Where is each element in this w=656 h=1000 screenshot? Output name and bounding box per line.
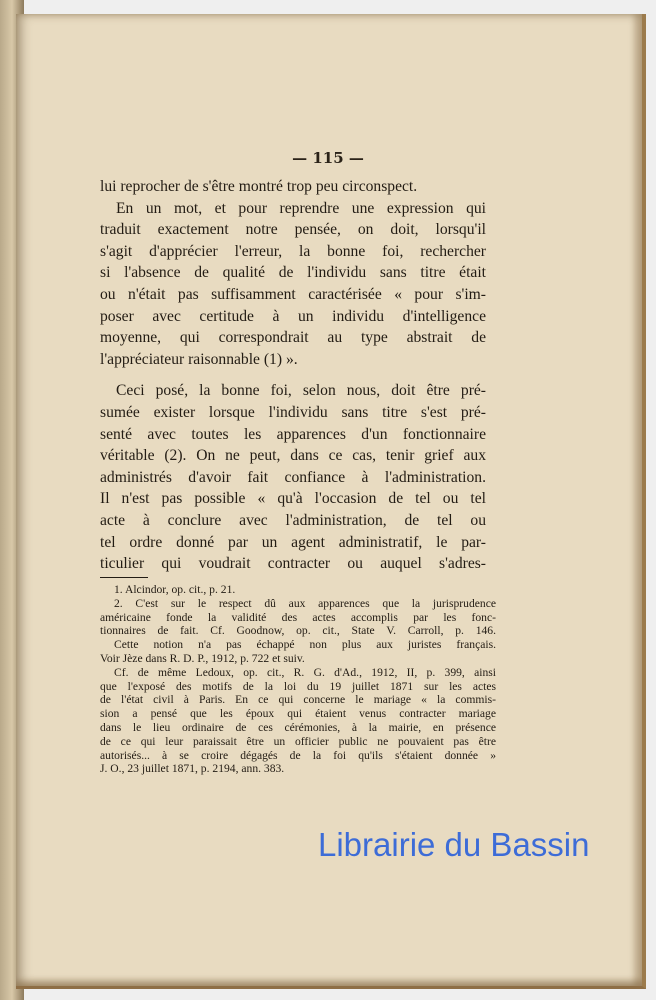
footnotes — [100, 583, 496, 776]
text-line: Ceci posé, la bonne foi, selon nous, doit être pré- — [116, 382, 486, 400]
text-line: Il n'est pas possible « qu'à l'occasion de tel ou tel — [100, 490, 486, 508]
footnote-line: dans le lieu ordinaire de ces cérémonies, à la mairie, en présence — [100, 720, 496, 734]
text-line: administrés d'avoir fait confiance à l'administration. — [100, 468, 486, 486]
footnote-line: américaine fonde la validité des actes accomplis par les fonc- — [100, 610, 496, 624]
text-line: lui reprocher de s'être montré trop peu circonspect. — [100, 178, 418, 195]
footnote-line: Cette notion n'a pas échappé non plus aux juristes français. — [114, 638, 496, 652]
footnote-line: de l'état civil à Paris. En ce qui concerne le mariage « la commis- — [100, 693, 496, 707]
page-number: — 115 — — [292, 149, 364, 167]
footnote-line: Cf. de même Ledoux, op. cit., R. G. d'Ad., 1912, II, p. 399, ainsi — [114, 665, 496, 679]
text-line: véritable (2). On ne peut, dans ce cas, tenir grief aux — [100, 447, 486, 465]
text-line: moyenne, qui correspondrait au type abstrait de — [100, 329, 486, 347]
footnote-line: 1. Alcindor, op. cit., p. 21. — [114, 583, 236, 596]
footnote-line: 2. C'est sur le respect dû aux apparences que la jurisprudence — [114, 596, 496, 610]
footnote-line: Voir Jèze dans R. D. P., 1912, p. 722 et suiv. — [100, 651, 305, 665]
text-line: acte à conclure avec l'administration, de tel ou — [100, 511, 486, 529]
text-line: tel ordre donné par un agent administratif, le par- — [100, 533, 486, 551]
text-line: l'appréciateur raisonnable (1) ». — [100, 350, 298, 368]
text-line: En un mot, et pour reprendre une expression qui — [116, 199, 486, 217]
watermark-text: Librairie du Bassin — [318, 826, 590, 863]
footnote-line: autorisés... à se croire dégagés de la foi qu'ils s'étaient donnée » — [100, 748, 496, 762]
footnote-line: que l'exposé des motifs de la loi du 19 juillet 1871 sur les actes — [100, 679, 496, 693]
footnote-line: J. O., 23 juillet 1871, p. 2194, ann. 383. — [100, 762, 285, 776]
footnote-line: sion a pensé que les époux qui étaient venus contracter mariage — [100, 707, 496, 721]
footnote-line: tionnaires de fait. Cf. Goodnow, op. cit., State V. Carroll, p. 146. — [100, 624, 496, 638]
text-line: ticulier qui voudrait contracter ou auquel s'adres- — [100, 555, 486, 573]
text-line: ou n'était pas suffisamment caractérisée « pour s'im- — [100, 285, 486, 303]
footnote-line: de ce qui leur paraissait être un officier public ne pouvaient pas être — [100, 734, 496, 748]
text-line: si l'absence de qualité de l'individu sans titre était — [100, 264, 486, 282]
text-line: traduit exactement notre pensée, on doit, lorsqu'il — [100, 221, 486, 239]
text-line: s'agit d'apprécier l'erreur, la bonne foi, rechercher — [100, 242, 486, 260]
text-line: sumée exister lorsque l'individu sans titre s'est pré- — [100, 403, 486, 421]
footnote-rule — [100, 577, 148, 578]
body-text — [100, 176, 486, 575]
text-line: senté avec toutes les apparences d'un fonctionnaire — [100, 425, 486, 443]
text-line: poser avec certitude à un individu d'intelligence — [100, 307, 486, 325]
